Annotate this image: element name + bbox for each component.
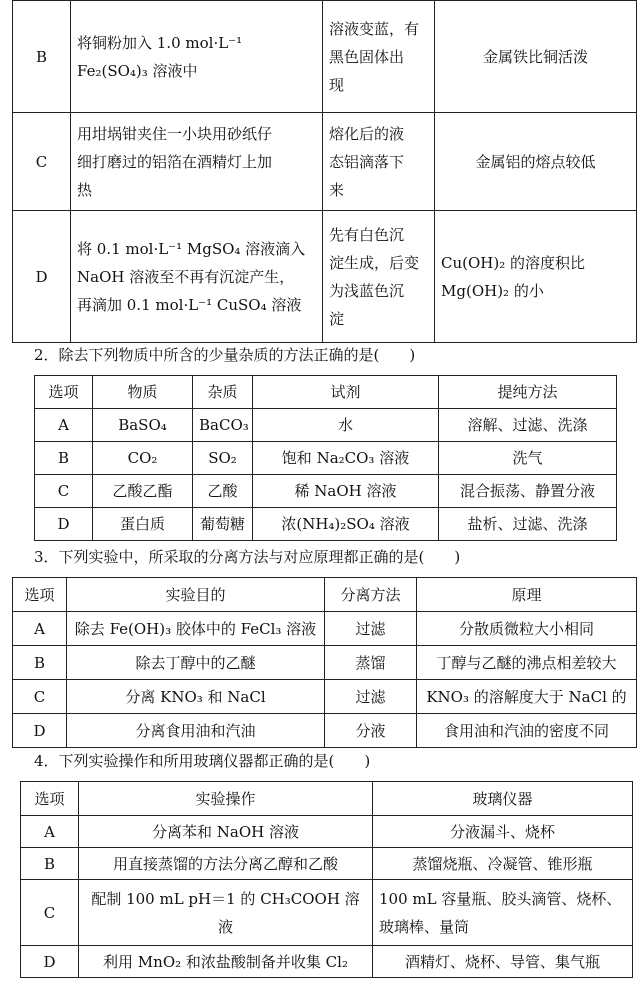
q2-table bbox=[34, 375, 617, 541]
conclusion-cell: 金属铝的熔点较低 bbox=[435, 113, 637, 211]
operation-cell: 将铜粉加入 1.0 mol·L⁻¹ Fe₂(SO₄)₃ 溶液中 bbox=[71, 1, 323, 113]
header-cell: 分离方法 bbox=[325, 578, 417, 612]
q1-table bbox=[12, 0, 637, 343]
table-row: B 除去丁醇中的乙醚 蒸馏 丁醇与乙醚的沸点相差较大 bbox=[13, 646, 637, 680]
q4-table bbox=[20, 781, 633, 978]
table-row: B 用直接蒸馏的方法分离乙醇和乙酸 蒸馏烧瓶、冷凝管、锥形瓶 bbox=[21, 848, 633, 880]
table-row: A 除去 Fe(OH)₃ 胶体中的 FeCl₃ 溶液 过滤 分散质微粒大小相同 bbox=[13, 612, 637, 646]
table-row bbox=[13, 211, 637, 343]
header-cell: 选项 bbox=[13, 578, 67, 612]
conclusion-cell: Cu(OH)₂ 的溶度积比 Mg(OH)₂ 的小 bbox=[435, 211, 637, 343]
question-3-text: 3．下列实验中，所采取的分离方法与对应原理都正确的是( ) bbox=[34, 548, 461, 566]
table-row: D 蛋白质 葡萄糖 浓(NH₄)₂SO₄ 溶液 盐析、过滤、洗涤 bbox=[35, 508, 617, 541]
table-row bbox=[13, 1, 637, 113]
option-cell: B bbox=[13, 1, 71, 113]
header-cell: 实验操作 bbox=[79, 782, 373, 816]
table-row: C 乙酸乙酯 乙酸 稀 NaOH 溶液 混合振荡、静置分液 bbox=[35, 475, 617, 508]
table-header-row bbox=[21, 782, 633, 816]
header-cell: 提纯方法 bbox=[439, 376, 617, 409]
operation-cell: 用坩埚钳夹住一小块用砂纸仔 细打磨过的铝箔在酒精灯上加 热 bbox=[71, 113, 323, 211]
table-row: A 分离苯和 NaOH 溶液 分液漏斗、烧杯 bbox=[21, 816, 633, 848]
header-cell: 选项 bbox=[35, 376, 93, 409]
table-row: B CO₂ SO₂ 饱和 Na₂CO₃ 溶液 洗气 bbox=[35, 442, 617, 475]
q3-table bbox=[12, 577, 637, 748]
phenomenon-cell: 先有白色沉 淀生成，后变 为浅蓝色沉 淀 bbox=[323, 211, 435, 343]
header-cell: 选项 bbox=[21, 782, 79, 816]
conclusion-cell: 金属铁比铜活泼 bbox=[435, 1, 637, 113]
table-row: D 分离食用油和汽油 分液 食用油和汽油的密度不同 bbox=[13, 714, 637, 748]
option-cell: D bbox=[13, 211, 71, 343]
question-2-text: 2．除去下列物质中所含的少量杂质的方法正确的是( ) bbox=[34, 346, 416, 364]
header-cell: 杂质 bbox=[193, 376, 253, 409]
table-row: C 分离 KNO₃ 和 NaCl 过滤 KNO₃ 的溶解度大于 NaCl 的 bbox=[13, 680, 637, 714]
question-4-text: 4．下列实验操作和所用玻璃仪器都正确的是( ) bbox=[34, 752, 371, 770]
header-cell: 原理 bbox=[417, 578, 637, 612]
table-row bbox=[13, 113, 637, 211]
operation-cell: 将 0.1 mol·L⁻¹ MgSO₄ 溶液滴入 NaOH 溶液至不再有沉淀产生， 再滴加 0.1 mol·L⁻¹ CuSO₄ 溶液 bbox=[71, 211, 323, 343]
header-cell: 物质 bbox=[93, 376, 193, 409]
table-header-row bbox=[13, 578, 637, 612]
phenomenon-cell: 熔化后的液 态铝滴落下 来 bbox=[323, 113, 435, 211]
table-row: D 利用 MnO₂ 和浓盐酸制备并收集 Cl₂ 酒精灯、烧杯、导管、集气瓶 bbox=[21, 946, 633, 978]
option-cell: C bbox=[13, 113, 71, 211]
table-row: A BaSO₄ BaCO₃ 水 溶解、过滤、洗涤 bbox=[35, 409, 617, 442]
header-cell: 玻璃仪器 bbox=[373, 782, 633, 816]
header-cell: 试剂 bbox=[253, 376, 439, 409]
table-row: C 配制 100 mL pH＝1 的 CH₃COOH 溶液 100 mL 容量瓶、胶头滴管、烧杯、 玻璃棒、量筒 bbox=[21, 880, 633, 946]
header-cell: 实验目的 bbox=[67, 578, 325, 612]
phenomenon-cell: 溶液变蓝，有 黑色固体出 现 bbox=[323, 1, 435, 113]
table-header-row bbox=[35, 376, 617, 409]
